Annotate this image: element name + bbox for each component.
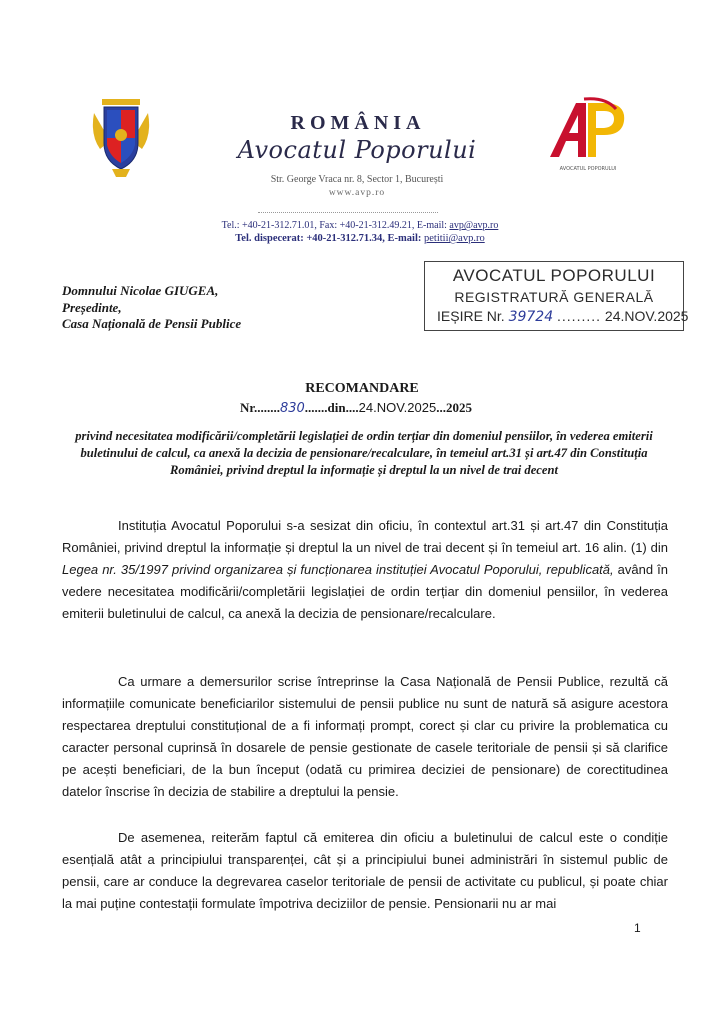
document-number: 830 bbox=[279, 401, 305, 416]
country-name: ROMÂNIA bbox=[290, 112, 426, 134]
addressee-title: Președinte, bbox=[62, 300, 122, 315]
stamp-institution: AVOCATUL POPORULUI bbox=[452, 266, 656, 285]
institution-address: Str. George Vraca nr. 8, Sector 1, București bbox=[270, 174, 444, 185]
p1-text-b: având în vedere necesitatea modificării/completării legislației de ordin terțiar din domeniul pensiilor, în vederea emiterii buletinului de calcul, ca anexă la decizia de pensionare/recalculare. bbox=[62, 562, 668, 621]
petitions-email-link[interactable]: petitii@avp.ro bbox=[424, 233, 485, 244]
contact-line-2 bbox=[180, 233, 540, 244]
document-subject: privind necesitatea modificării/completării legislației de ordin terțiar din domeniul pensiilor, în vederea emiterii buletinului de calcul, ca anexă la decizia de pensionare/recalculare, în temeiul art.31 și art.47 din Constituția României, privind dreptul la informație și dreptul la un nivel de trai decent bbox=[75, 429, 653, 477]
stamp-handwritten-number: 39724 bbox=[508, 309, 554, 325]
contact-email-link[interactable]: avp@avp.ro bbox=[449, 220, 499, 231]
stamp-date: 24.NOV.2025 bbox=[604, 308, 689, 324]
din-label: din bbox=[327, 400, 346, 415]
document-date-stamp: 24.NOV.2025 bbox=[358, 400, 437, 415]
body-paragraph-2 bbox=[62, 671, 668, 803]
contact-line-1 bbox=[180, 220, 540, 231]
page-number: 1 bbox=[634, 921, 641, 935]
body-paragraph-1 bbox=[62, 515, 668, 625]
document-number-line: Nr........830.......din....24.NOV.2025...2025 bbox=[240, 400, 472, 416]
stamp-exit-label: IEȘIRE Nr. bbox=[437, 308, 505, 324]
document-title: RECOMANDARE bbox=[305, 381, 419, 396]
avocatul-poporului-logo bbox=[546, 95, 630, 177]
body-paragraph-3 bbox=[62, 827, 668, 915]
document-year: 2025 bbox=[445, 400, 472, 415]
stamp-registry: REGISTRATURĂ GENERALĂ bbox=[454, 289, 654, 305]
p2-text: Ca urmare a demersurilor scrise întreprinse la Casa Națională de Pensii Publice, rezultă că informațiile comunicate beneficiarilor sistemului de pensii publice nu sunt de natură să asigure acestora respectarea dreptului constituțional de a fi informați prompt, corect și clar cu privire la problematica cu caracter personal cuprinsă în dosarele de pensie gestionate de casele teritoriale de pensii și să clarifice pe acești beneficiari, de la bun început (odată cu primirea deciziei de pensionare) de corectitudinea datelor înscrise în decizia de stabilire a dreptului la pensie. bbox=[62, 674, 668, 799]
p1-text-a: Instituția Avocatul Poporului s-a sesizat din oficiu, în contextul art.31 și art.47 din Constituția României, privind dreptul la informație și dreptul la un nivel de trai decent și în temeiul art. 16 alin. (1) din bbox=[62, 518, 668, 555]
addressee-name: Domnului Nicolae GIUGEA, bbox=[62, 283, 219, 298]
header-divider bbox=[258, 212, 438, 213]
contact-phone-fax: Tel.: +40-21-312.71.01, Fax: +40-21-312.49.21, E-mail: bbox=[221, 220, 450, 231]
dispatch-phone: Tel. dispecerat: +40-21-312.71.34, E-mail: bbox=[235, 233, 425, 244]
p1-law-reference: Legea nr. 35/1997 privind organizarea și funcționarea instituției Avocatul Poporului, republicată, bbox=[62, 562, 614, 577]
stamp-exit-number: IEȘIRE Nr. 39724 ......... 24.NOV.2025 bbox=[437, 308, 689, 325]
svg-text:AVOCATUL POPORULUI: AVOCATUL POPORULUI bbox=[559, 166, 617, 172]
addressee-institution: Casa Națională de Pensii Publice bbox=[62, 316, 242, 331]
institution-name: Avocatul Poporului bbox=[237, 136, 477, 164]
p3-text: De asemenea, reiterăm faptul că emiterea din oficiu a buletinului de calcul este o condiție esențială atât a principiului transparenței, cât și a principiului bunei administrări în sistemul public de pensii, care ar conduce la degrevarea caselor teritoriale de pensii de activitate cu publicul, și poate chiar la mai puține contestații formulate împotriva deciziilor de pensie. Pensionarii nu ar mai bbox=[62, 830, 668, 911]
institution-website: www.avp.ro bbox=[328, 188, 386, 198]
nr-label: Nr. bbox=[240, 400, 258, 415]
registry-stamp bbox=[424, 261, 689, 331]
romania-coat-of-arms-icon bbox=[88, 95, 154, 181]
